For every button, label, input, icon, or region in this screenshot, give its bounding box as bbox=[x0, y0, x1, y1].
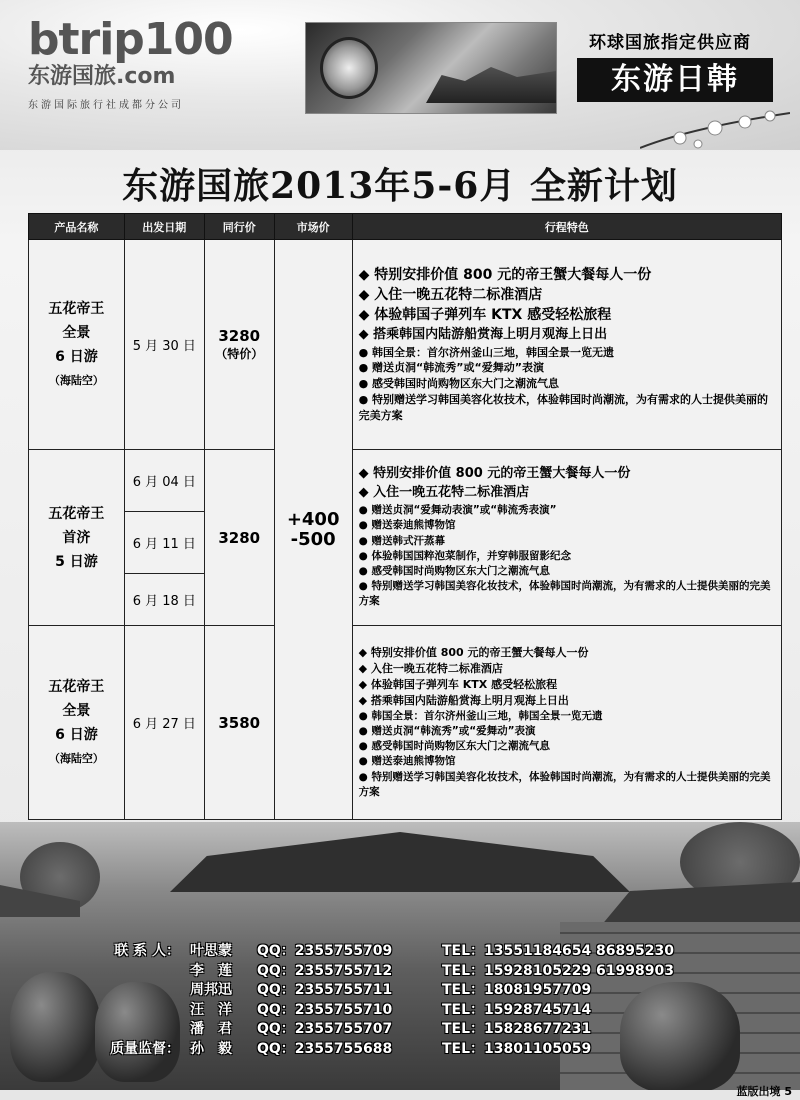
logo bbox=[28, 14, 258, 113]
product-note: （海陆空） bbox=[48, 751, 104, 765]
col-header-product: 产品名称 bbox=[29, 214, 125, 240]
feature-item: ● 体验韩国国粹泡菜制作，并穿韩服留影纪念 bbox=[358, 549, 571, 562]
product-note: （海陆空） bbox=[48, 373, 104, 387]
feature-item: ● 赠送泰迪熊博物馆 bbox=[358, 519, 456, 532]
contact-name: 李 莲 bbox=[190, 962, 232, 979]
feature-item: ◆ 搭乘韩国内陆游船赏海上明月观海上日出 bbox=[358, 326, 608, 342]
contact-name: 孙 毅 bbox=[190, 1040, 232, 1057]
feature-item: ● 韩国全景：首尔济州釜山三地，韩国全景一览无遗 bbox=[358, 709, 603, 722]
contact-tel: TEL：18081957709 bbox=[442, 982, 592, 998]
price-value: 3280 bbox=[218, 326, 261, 345]
contact-name: 潘 君 bbox=[190, 1021, 232, 1037]
logo-domain: 东游国旅.com bbox=[28, 64, 176, 89]
header bbox=[0, 0, 800, 150]
product-name: 五花帝王 bbox=[48, 505, 105, 522]
product-cell bbox=[29, 626, 125, 820]
logo-company: 东游国际旅行社成都分公司 bbox=[28, 100, 184, 111]
contact-tel: TEL：15928745714 bbox=[442, 1001, 592, 1018]
price-value: 3280 bbox=[218, 528, 261, 547]
contact-name: 周邦迅 bbox=[190, 982, 232, 998]
col-header-features: 行程特色 bbox=[352, 214, 781, 240]
page-footer: 蓝版出境 5 bbox=[736, 1085, 792, 1098]
col-header-trade-price: 同行价 bbox=[204, 214, 274, 240]
table-row bbox=[29, 626, 782, 820]
coast-image bbox=[426, 63, 556, 103]
blossom-decoration bbox=[640, 108, 790, 158]
table-header-row bbox=[29, 214, 782, 240]
contact-role: 质量监督： bbox=[110, 1040, 180, 1057]
feature-item: ◆ 体验韩国子弹列车 KTX 感受轻松旅程 bbox=[358, 677, 558, 691]
market-price-down: -500 bbox=[290, 528, 336, 550]
product-duration: 6 日游 bbox=[55, 348, 98, 365]
feature-item: ◆ 入住一晚五花特二标准酒店 bbox=[358, 661, 503, 675]
feature-item: ● 感受韩国时尚购物区东大门之潮流气息 bbox=[358, 564, 550, 577]
feature-item: ● 感受韩国时尚购物区东大门之潮流气息 bbox=[358, 377, 560, 391]
product-region: 首济 bbox=[62, 529, 91, 546]
feature-item: ● 感受韩国时尚购物区东大门之潮流气息 bbox=[358, 740, 550, 753]
price-note: （特价） bbox=[215, 346, 264, 361]
features-cell bbox=[352, 626, 781, 820]
contact-tel: TEL：13551184654 86895230 bbox=[442, 943, 674, 959]
feature-item: ● 特别赠送学习韩国美容化妆技术，体验韩国时尚潮流，为有需求的人士提供美丽的完美方案 bbox=[358, 770, 771, 798]
drum-image bbox=[320, 37, 378, 99]
market-price-up: +400 bbox=[286, 508, 340, 530]
product-region: 全景 bbox=[62, 324, 91, 341]
features-cell bbox=[352, 450, 781, 626]
date-cell: 6 月 11 日 bbox=[124, 512, 204, 574]
jar-image bbox=[10, 972, 100, 1082]
product-cell bbox=[29, 240, 125, 450]
contact-row bbox=[92, 981, 732, 1001]
contact-list bbox=[92, 942, 732, 1059]
feature-item: ◆ 特别安排价值 800 元的帝王蟹大餐每人一份 bbox=[358, 266, 652, 283]
feature-item: ◆ 入住一晚五花特二标准酒店 bbox=[358, 287, 543, 304]
header-photo bbox=[305, 22, 557, 114]
feature-item: ◆ 搭乘韩国内陆游船赏海上明月观海上日出 bbox=[358, 693, 569, 707]
market-price-cell bbox=[274, 240, 352, 820]
contact-qq: QQ：2355755710 bbox=[257, 1001, 393, 1018]
price-cell bbox=[204, 626, 274, 820]
contact-qq: QQ：2355755688 bbox=[257, 1040, 393, 1057]
feature-item: ● 赠送韩式汗蒸幕 bbox=[358, 534, 445, 547]
product-name: 五花帝王 bbox=[48, 678, 105, 695]
contact-role: 联 系 人： bbox=[114, 943, 180, 959]
col-header-market-price: 市场价 bbox=[274, 214, 352, 240]
product-duration: 5 日游 bbox=[55, 553, 98, 570]
date-cell: 6 月 27 日 bbox=[124, 626, 204, 820]
feature-item: ◆ 入住一晚五花特二标准酒店 bbox=[358, 485, 530, 501]
product-duration: 6 日游 bbox=[55, 726, 98, 743]
table-row bbox=[29, 240, 782, 450]
product-name: 五花帝王 bbox=[48, 300, 105, 317]
contact-name: 叶思蒙 bbox=[190, 943, 232, 959]
contact-row bbox=[92, 962, 732, 982]
contact-row bbox=[92, 1040, 732, 1060]
contact-row bbox=[92, 1001, 732, 1021]
contact-tel: TEL：15928105229 61998903 bbox=[442, 962, 674, 979]
contact-row bbox=[92, 942, 732, 962]
date-cell: 5 月 30 日 bbox=[124, 240, 204, 450]
table-row bbox=[29, 450, 782, 512]
feature-item: ● 赠送贞洞“韩流秀”或“爱舞动”表演 bbox=[358, 361, 544, 375]
tour-table bbox=[28, 213, 782, 820]
feature-item: ◆ 体验韩国子弹列车 KTX 感受轻松旅程 bbox=[358, 307, 612, 324]
product-cell bbox=[29, 450, 125, 626]
feature-item: ● 特别赠送学习韩国美容化妆技术，体验韩国时尚潮流，为有需求的人士提供美丽的完美方案 bbox=[358, 580, 771, 608]
contact-name: 汪 洋 bbox=[190, 1001, 232, 1018]
feature-item: ◆ 特别安排价值 800 元的帝王蟹大餐每人一份 bbox=[358, 645, 589, 659]
logo-wordmark: btrip100 bbox=[28, 14, 233, 65]
page-title: 东游国旅2013年5-6月 全新计划 bbox=[122, 165, 678, 207]
product-region: 全景 bbox=[62, 702, 91, 719]
roof-image bbox=[600, 882, 800, 927]
roof-image bbox=[170, 832, 630, 892]
col-header-date: 出发日期 bbox=[124, 214, 204, 240]
feature-item: ● 赠送贞洞“爱舞动表演”或“韩流秀表演” bbox=[358, 504, 557, 517]
feature-item: ◆ 特别安排价值 800 元的帝王蟹大餐每人一份 bbox=[358, 466, 631, 482]
feature-item: ● 赠送贞洞“韩流秀”或“爱舞动”表演 bbox=[358, 724, 536, 737]
feature-item: ● 特别赠送学习韩国美容化妆技术，体验韩国时尚潮流，为有需求的人士提供美丽的完美方案 bbox=[358, 393, 769, 423]
price-value: 3580 bbox=[218, 713, 261, 732]
price-cell bbox=[204, 450, 274, 626]
feature-item: ● 赠送泰迪熊博物馆 bbox=[358, 755, 456, 768]
contact-qq: QQ：2355755712 bbox=[257, 962, 393, 979]
contact-qq: QQ：2355755711 bbox=[257, 982, 393, 998]
contact-tel: TEL：13801105059 bbox=[442, 1040, 592, 1057]
date-cell: 6 月 04 日 bbox=[124, 450, 204, 512]
contact-tel: TEL：15828677231 bbox=[442, 1021, 592, 1037]
date-cell: 6 月 18 日 bbox=[124, 574, 204, 626]
contact-qq: QQ：2355755709 bbox=[257, 943, 393, 959]
supplier-label: 环球国旅指定供应商 bbox=[589, 33, 751, 53]
features-cell bbox=[352, 240, 781, 450]
contact-row bbox=[92, 1020, 732, 1040]
contact-qq: QQ：2355755707 bbox=[257, 1021, 393, 1037]
brand-banner: 东游日韩 bbox=[577, 58, 773, 102]
price-cell bbox=[204, 240, 274, 450]
feature-item: ● 韩国全景：首尔济州釜山三地，韩国全景一览无遗 bbox=[358, 345, 615, 359]
